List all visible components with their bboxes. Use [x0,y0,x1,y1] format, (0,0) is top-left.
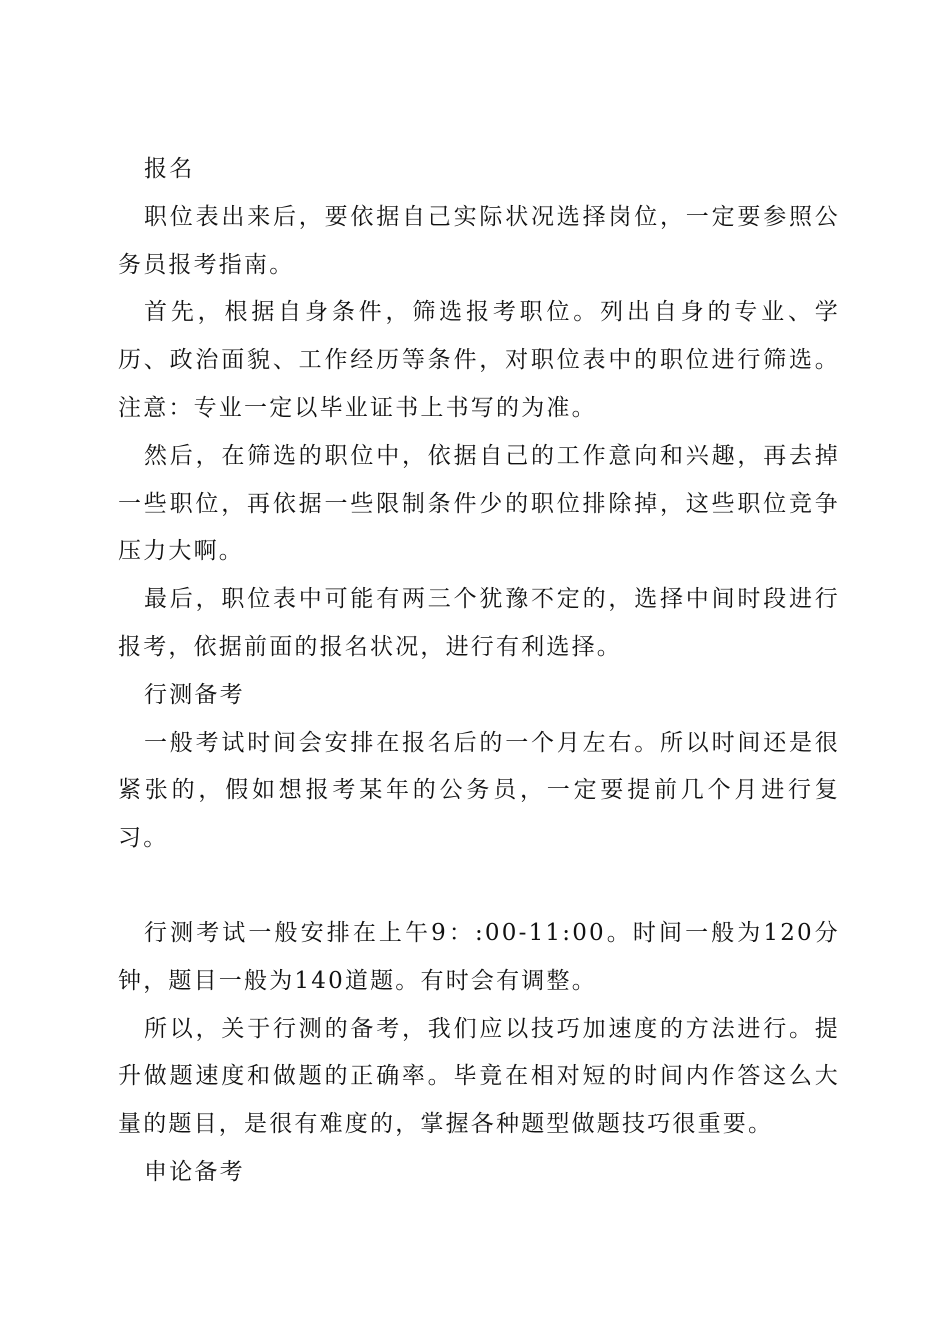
paragraph-finally-choose: 最后，职位表中可能有两三个犹豫不定的，选择中间时段进行报考，依据前面的报名状况，进行有利选择。 [118,586,840,660]
paragraph-exam-timing: 一般考试时间会安排在报名后的一个月左右。所以时间还是很紧张的，假如想报考某年的公务员，一定要提前几个月进行复习。 [118,729,840,852]
paragraph-position-table: 职位表出来后，要依据自己实际状况选择岗位，一定要参照公务员报考指南。 [118,203,840,278]
section-heading-signup: 报名 [144,156,195,182]
document-body [118,146,840,1197]
paragraph-gap [118,863,840,910]
section-heading-shenlun: 申论备考 [144,1158,245,1185]
paragraph-xingce-strategy: 所以，关于行测的备考，我们应以技巧加速度的方法进行。提升做题速度和做题的正确率。毕竟在相对短的时间内作答这么大量的题目，是很有难度的，掌握各种题型做题技巧很重要。 [118,1015,840,1138]
paragraph-then-filter: 然后，在筛选的职位中，依据自己的工作意向和兴趣，再去掉一些职位，再依据一些限制条件少的职位排除掉，这些职位竞争压力大啊。 [118,442,840,565]
section-heading-xingce: 行测备考 [144,681,245,708]
paragraph-first-filter: 首先，根据自身条件，筛选报考职位。列出自身的专业、学历、政治面貌、工作经历等条件，对职位表中的职位进行筛选。注意：专业一定以毕业证书上书写的为准。 [118,299,840,421]
paragraph-xingce-schedule: 行测考试一般安排在上午9：:00-11:00。时间一般为120分钟，题目一般为140道题。有时会有调整。 [118,919,840,994]
